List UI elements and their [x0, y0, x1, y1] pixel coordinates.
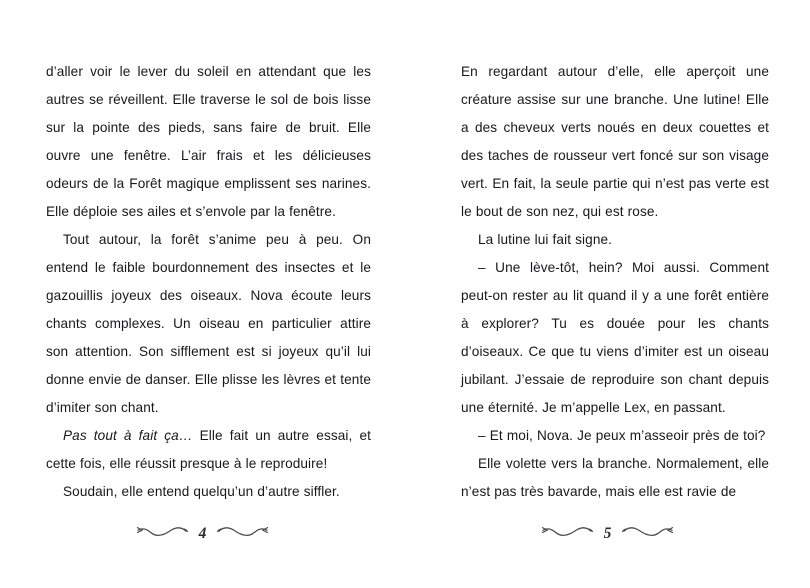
left-page-folio — [0, 520, 405, 548]
flourish-swash-icon — [541, 525, 593, 544]
paragraph-text: – Une lève-tôt, hein? Moi aussi. Comment peut-on rester au lit quand il y a une forêt entière à explorer? Tu es douée pour les chants d’oiseaux. Ce que tu viens d’imiter est un oiseau jubilant. J’essaie de reproduire son chant depuis une éternité. Je m’appelle Lex, en passant. — [461, 260, 769, 415]
right-page-folio — [405, 520, 810, 548]
paragraph-text: Elle volette vers la branche. Normalement, elle n’est pas très bavarde, mais elle est ravie de — [461, 456, 769, 499]
paragraph — [461, 58, 769, 226]
flourish-swash-icon — [136, 525, 188, 544]
paragraph — [461, 226, 769, 254]
paragraph-text: d’aller voir le lever du soleil en attendant que les autres se réveillent. Elle traverse le sol de bois lisse sur la pointe des pieds, sans faire de bruit. Elle ouvre une fenêtre. L’air frais et les délicieuses odeurs de la Forêt magique emplissent ses narines. Elle déploie ses ailes et s’envole par la fenêtre. — [46, 64, 371, 219]
paragraph-text: Tout autour, la forêt s’anime peu à peu. On entend le faible bourdonnement des insectes et le gazouillis joyeux des oiseaux. Nova écoute leurs chants complexes. Un oiseau en particulier attire son attention. Son sifflement est si joyeux qu’il lui donne envie de danser. Elle plisse les lèvres et tente d’imiter son chant. — [46, 232, 371, 415]
paragraph-text: Soudain, elle entend quelqu’un d’autre siffler. — [63, 484, 340, 499]
right-page-text-block — [461, 58, 769, 506]
paragraph — [461, 450, 769, 506]
paragraph — [46, 58, 371, 226]
paragraph-italic-lead: Pas tout à fait ça… — [63, 428, 193, 443]
paragraph-text: La lutine lui fait signe. — [478, 232, 613, 247]
left-page-text-block — [46, 58, 371, 506]
page-number: 4 — [198, 525, 207, 543]
page-number: 5 — [603, 525, 612, 543]
paragraph-text: En regardant autour d’elle, elle aperçoit une créature assise sur une branche. Une lutine! Elle a des cheveux verts noués en deux couettes et des taches de rousseur vert foncé sur son visage vert. En fait, la seule partie qui n’est pas verte est le bout de son nez, qui est rose. — [461, 64, 769, 219]
paragraph-text: – Et moi, Nova. Je peux m’asseoir près de toi? — [478, 428, 766, 443]
flourish-swash-icon — [622, 525, 674, 544]
right-page — [405, 0, 810, 588]
dialogue-paragraph — [461, 254, 769, 422]
dialogue-paragraph — [461, 422, 769, 450]
flourish-swash-icon — [217, 525, 269, 544]
paragraph-text: Elle fait un autre essai, et cette fois, elle réussit presque à le reproduire! — [46, 428, 371, 471]
paragraph — [46, 422, 371, 478]
paragraph — [46, 478, 371, 506]
paragraph — [46, 226, 371, 422]
